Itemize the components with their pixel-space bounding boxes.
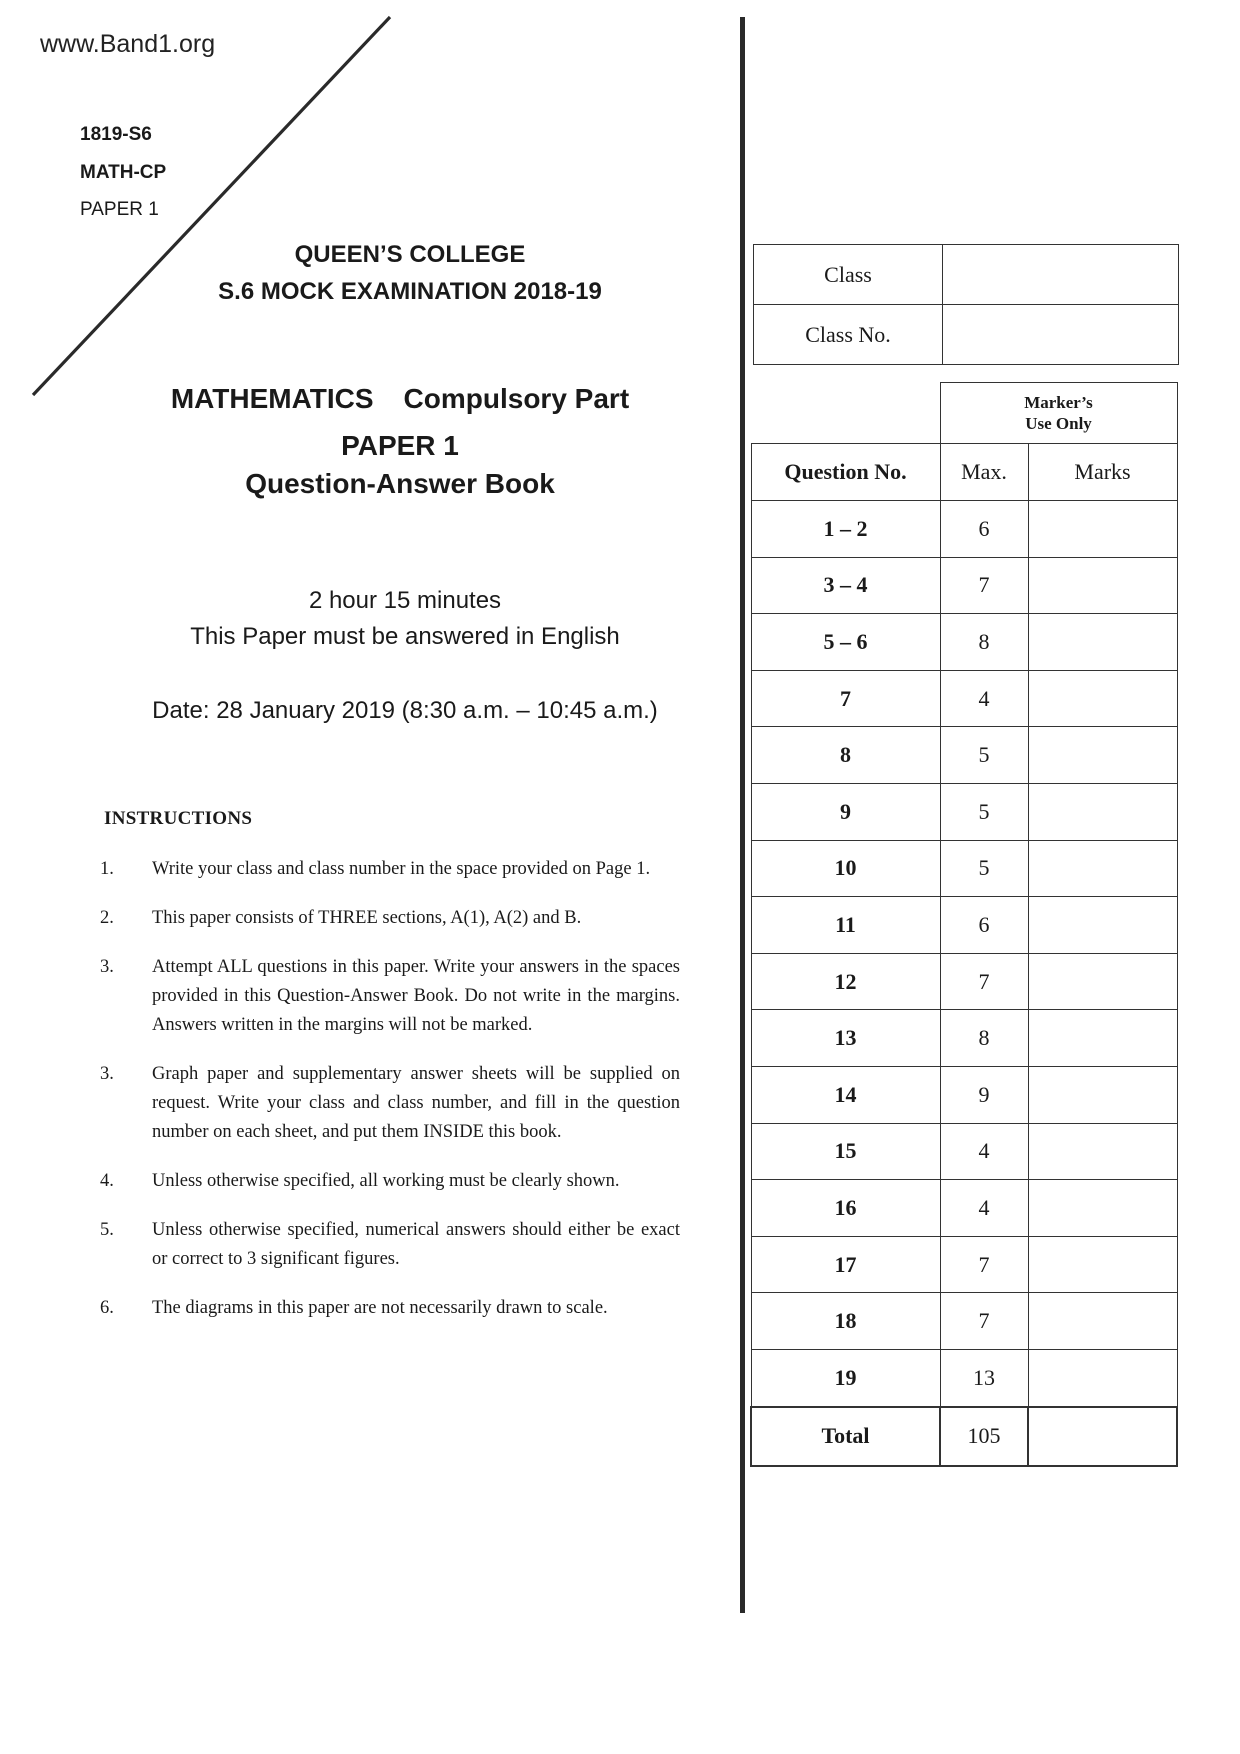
max-marks: 4	[940, 1123, 1028, 1180]
max-marks: 7	[940, 1236, 1028, 1293]
table-row	[751, 614, 1177, 671]
table-row	[751, 1123, 1177, 1180]
diagonal-corner-line	[0, 0, 420, 420]
marks-field[interactable]	[1028, 1066, 1177, 1123]
table-row	[751, 670, 1177, 727]
class-no-label: Class No.	[754, 305, 943, 365]
question-number: 12	[751, 953, 940, 1010]
class-no-row	[754, 305, 1179, 365]
instruction-item	[100, 1216, 680, 1274]
watermark-url: www.Band1.org	[40, 30, 216, 58]
question-number: 8	[751, 727, 940, 784]
table-row	[751, 783, 1177, 840]
question-number: 13	[751, 1010, 940, 1067]
instruction-text: Unless otherwise specified, numerical answers should either be exact or correct to 3 significant figures.	[152, 1220, 680, 1269]
instruction-number: 2.	[100, 908, 114, 928]
table-row	[751, 1180, 1177, 1237]
class-row	[754, 245, 1179, 305]
header-question-no: Question No.	[751, 444, 940, 501]
max-marks: 8	[940, 614, 1028, 671]
marks-field[interactable]	[1028, 557, 1177, 614]
instruction-number: 5.	[100, 1220, 114, 1240]
exam-header	[180, 236, 640, 310]
instructions-heading: INSTRUCTIONS	[104, 808, 253, 829]
instruction-item	[100, 904, 680, 933]
total-marks-field[interactable]	[1028, 1407, 1177, 1466]
paper-number-code: PAPER 1	[80, 199, 159, 220]
marker-use-only-heading	[940, 383, 1177, 444]
question-number: 19	[751, 1349, 940, 1406]
subject-title	[120, 383, 680, 415]
school-name: QUEEN’S COLLEGE	[294, 241, 526, 268]
marks-table	[750, 382, 1178, 1467]
marks-field[interactable]	[1028, 727, 1177, 784]
marks-field[interactable]	[1028, 840, 1177, 897]
marks-field[interactable]	[1028, 1236, 1177, 1293]
marks-table-body	[751, 501, 1177, 1407]
marker-heading-line: Use Only	[1025, 414, 1092, 433]
table-header-row	[751, 444, 1177, 501]
class-info-table	[753, 244, 1179, 365]
exam-name: S.6 MOCK EXAMINATION 2018-19	[218, 278, 602, 305]
instruction-item	[100, 1167, 680, 1196]
instruction-text: This paper consists of THREE sections, A(1), A(2) and B.	[152, 908, 582, 928]
instruction-text: Unless otherwise specified, all working must be clearly shown.	[152, 1171, 620, 1191]
instructions-list	[100, 855, 680, 1343]
question-number: 3 – 4	[751, 557, 940, 614]
instruction-number: 3.	[100, 1064, 114, 1084]
table-row	[751, 1293, 1177, 1350]
max-marks: 8	[940, 1010, 1028, 1067]
marks-field[interactable]	[1028, 670, 1177, 727]
max-marks: 7	[940, 953, 1028, 1010]
max-marks: 4	[940, 1180, 1028, 1237]
subject-code: MATH-CP	[80, 162, 167, 183]
max-marks: 5	[940, 840, 1028, 897]
language-note: This Paper must be answered in English	[190, 623, 620, 650]
table-row	[751, 501, 1177, 558]
instruction-text: Attempt ALL questions in this paper. Write your answers in the spaces provided in this Question-Answer Book. Do not write in the margins. Answers written in the margins will not be marked.	[152, 957, 680, 1035]
paper-title: PAPER 1	[341, 430, 459, 461]
instruction-item	[100, 953, 680, 1040]
max-marks: 13	[940, 1349, 1028, 1406]
instruction-item	[100, 1294, 680, 1323]
diagonal-line	[33, 17, 390, 395]
table-row	[751, 1010, 1177, 1067]
exam-date: Date: 28 January 2019 (8:30 a.m. – 10:45 a.m.)	[152, 697, 658, 724]
max-marks: 4	[940, 670, 1028, 727]
total-label: Total	[751, 1407, 940, 1466]
question-number: 14	[751, 1066, 940, 1123]
instruction-number: 6.	[100, 1298, 114, 1318]
instruction-text: Graph paper and supplementary answer sheets will be supplied on request. Write your class and class number, and fill in the question number on each sheet, and put them INSIDE this book.	[152, 1064, 680, 1142]
total-max: 105	[940, 1407, 1028, 1466]
marks-field[interactable]	[1028, 501, 1177, 558]
marker-heading-line: Marker’s	[1024, 393, 1093, 412]
marker-heading-row	[751, 383, 1177, 444]
table-row	[751, 727, 1177, 784]
header-max: Max.	[940, 444, 1028, 501]
question-number: 7	[751, 670, 940, 727]
paper-code: 1819-S6	[80, 124, 152, 145]
question-number: 16	[751, 1180, 940, 1237]
table-row	[751, 897, 1177, 954]
header-marks: Marks	[1028, 444, 1177, 501]
instruction-item	[100, 855, 680, 884]
table-row	[751, 840, 1177, 897]
max-marks: 7	[940, 1293, 1028, 1350]
table-row	[751, 953, 1177, 1010]
instruction-number: 3.	[100, 957, 114, 977]
instruction-number: 1.	[100, 859, 114, 879]
instruction-item	[100, 1060, 680, 1147]
table-row	[751, 1066, 1177, 1123]
question-number: 5 – 6	[751, 614, 940, 671]
exam-duration: 2 hour 15 minutes	[308, 587, 502, 614]
subject-name: MATHEMATICS	[170, 383, 374, 414]
instruction-text: The diagrams in this paper are not necessarily drawn to scale.	[152, 1298, 608, 1318]
instruction-text: Write your class and class number in the space provided on Page 1.	[152, 859, 651, 879]
marks-field[interactable]	[1028, 1180, 1177, 1237]
marks-field[interactable]	[1028, 1349, 1177, 1406]
question-number: 17	[751, 1236, 940, 1293]
class-field[interactable]	[943, 245, 1179, 305]
marks-field[interactable]	[1028, 1123, 1177, 1180]
max-marks: 5	[940, 783, 1028, 840]
question-number: 10	[751, 840, 940, 897]
total-row	[751, 1407, 1177, 1466]
question-number: 15	[751, 1123, 940, 1180]
max-marks: 7	[940, 557, 1028, 614]
table-row	[751, 1349, 1177, 1406]
page-divider-line	[740, 17, 745, 1613]
question-number: 18	[751, 1293, 940, 1350]
marks-field[interactable]	[1028, 953, 1177, 1010]
marks-field[interactable]	[1028, 1293, 1177, 1350]
max-marks: 6	[940, 897, 1028, 954]
class-label: Class	[754, 245, 943, 305]
question-number: 9	[751, 783, 940, 840]
marks-field[interactable]	[1028, 1010, 1177, 1067]
max-marks: 5	[940, 727, 1028, 784]
instruction-number: 4.	[100, 1171, 114, 1191]
max-marks: 9	[940, 1066, 1028, 1123]
empty-cell	[751, 383, 940, 444]
class-no-field[interactable]	[943, 305, 1179, 365]
marks-field[interactable]	[1028, 614, 1177, 671]
book-title: Question-Answer Book	[245, 468, 555, 499]
question-number: 11	[751, 897, 940, 954]
marks-field[interactable]	[1028, 783, 1177, 840]
table-row	[751, 557, 1177, 614]
marks-field[interactable]	[1028, 897, 1177, 954]
subject-part: Compulsory Part	[403, 383, 630, 414]
question-number: 1 – 2	[751, 501, 940, 558]
table-row	[751, 1236, 1177, 1293]
max-marks: 6	[940, 501, 1028, 558]
